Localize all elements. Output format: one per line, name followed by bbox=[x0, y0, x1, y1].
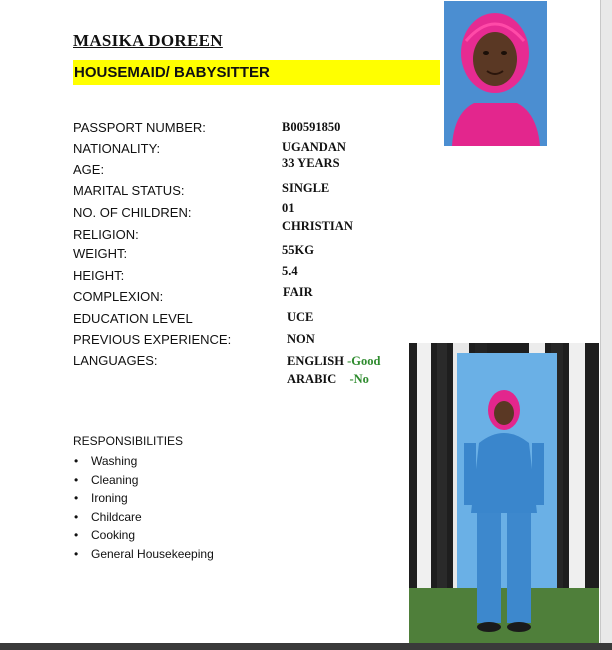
label-religion: RELIGION: bbox=[73, 227, 139, 242]
value-education: UCE bbox=[287, 310, 314, 324]
label-height: HEIGHT: bbox=[73, 268, 125, 283]
value-experience: NON bbox=[287, 332, 315, 346]
job-title: HOUSEMAID/ BABYSITTER bbox=[74, 64, 270, 81]
language-name: ENGLISH bbox=[287, 354, 344, 368]
language-row bbox=[287, 354, 380, 369]
value-weight: 55KG bbox=[282, 243, 314, 257]
label-languages: LANGUAGES: bbox=[73, 353, 158, 368]
list-item: • Cooking bbox=[73, 526, 214, 545]
portrait-illustration bbox=[444, 1, 547, 146]
label-marital-status: MARITAL STATUS: bbox=[73, 183, 185, 198]
full-body-illustration bbox=[409, 343, 599, 643]
responsibilities-title: RESPONSIBILITIES bbox=[73, 434, 184, 448]
value-religion: CHRISTIAN bbox=[282, 219, 353, 233]
value-children: 01 bbox=[282, 201, 295, 215]
responsibilities-list bbox=[73, 452, 214, 564]
value-nationality: UGANDAN bbox=[282, 140, 346, 154]
list-item: • Washing bbox=[73, 452, 214, 471]
page-right-margin bbox=[600, 0, 612, 650]
portrait-photo bbox=[444, 1, 547, 146]
label-education: EDUCATION LEVEL bbox=[73, 311, 193, 326]
list-item: • Ironing bbox=[73, 489, 214, 508]
full-body-photo bbox=[409, 343, 599, 643]
language-name: ARABIC bbox=[287, 372, 337, 386]
value-marital-status: SINGLE bbox=[282, 181, 330, 195]
label-children: NO. OF CHILDREN: bbox=[73, 205, 192, 220]
language-row bbox=[287, 372, 369, 387]
list-item: • General Housekeeping bbox=[73, 545, 214, 564]
value-complexion: FAIR bbox=[283, 285, 313, 299]
value-passport: B00591850 bbox=[282, 120, 341, 134]
label-weight: WEIGHT: bbox=[73, 246, 128, 261]
value-age: 33 YEARS bbox=[282, 156, 340, 170]
language-level: -No bbox=[349, 372, 369, 386]
candidate-name: MASIKA DOREEN bbox=[73, 31, 223, 50]
page-bottom-edge bbox=[0, 643, 612, 650]
label-nationality: NATIONALITY: bbox=[73, 141, 161, 156]
language-level: -Good bbox=[347, 354, 381, 368]
list-item: • Childcare bbox=[73, 508, 214, 527]
label-experience: PREVIOUS EXPERIENCE: bbox=[73, 332, 232, 347]
list-item: • Cleaning bbox=[73, 471, 214, 490]
label-complexion: COMPLEXION: bbox=[73, 289, 164, 304]
value-height: 5.4 bbox=[282, 264, 298, 278]
label-age: AGE: bbox=[73, 162, 105, 177]
label-passport: PASSPORT NUMBER: bbox=[73, 120, 206, 135]
